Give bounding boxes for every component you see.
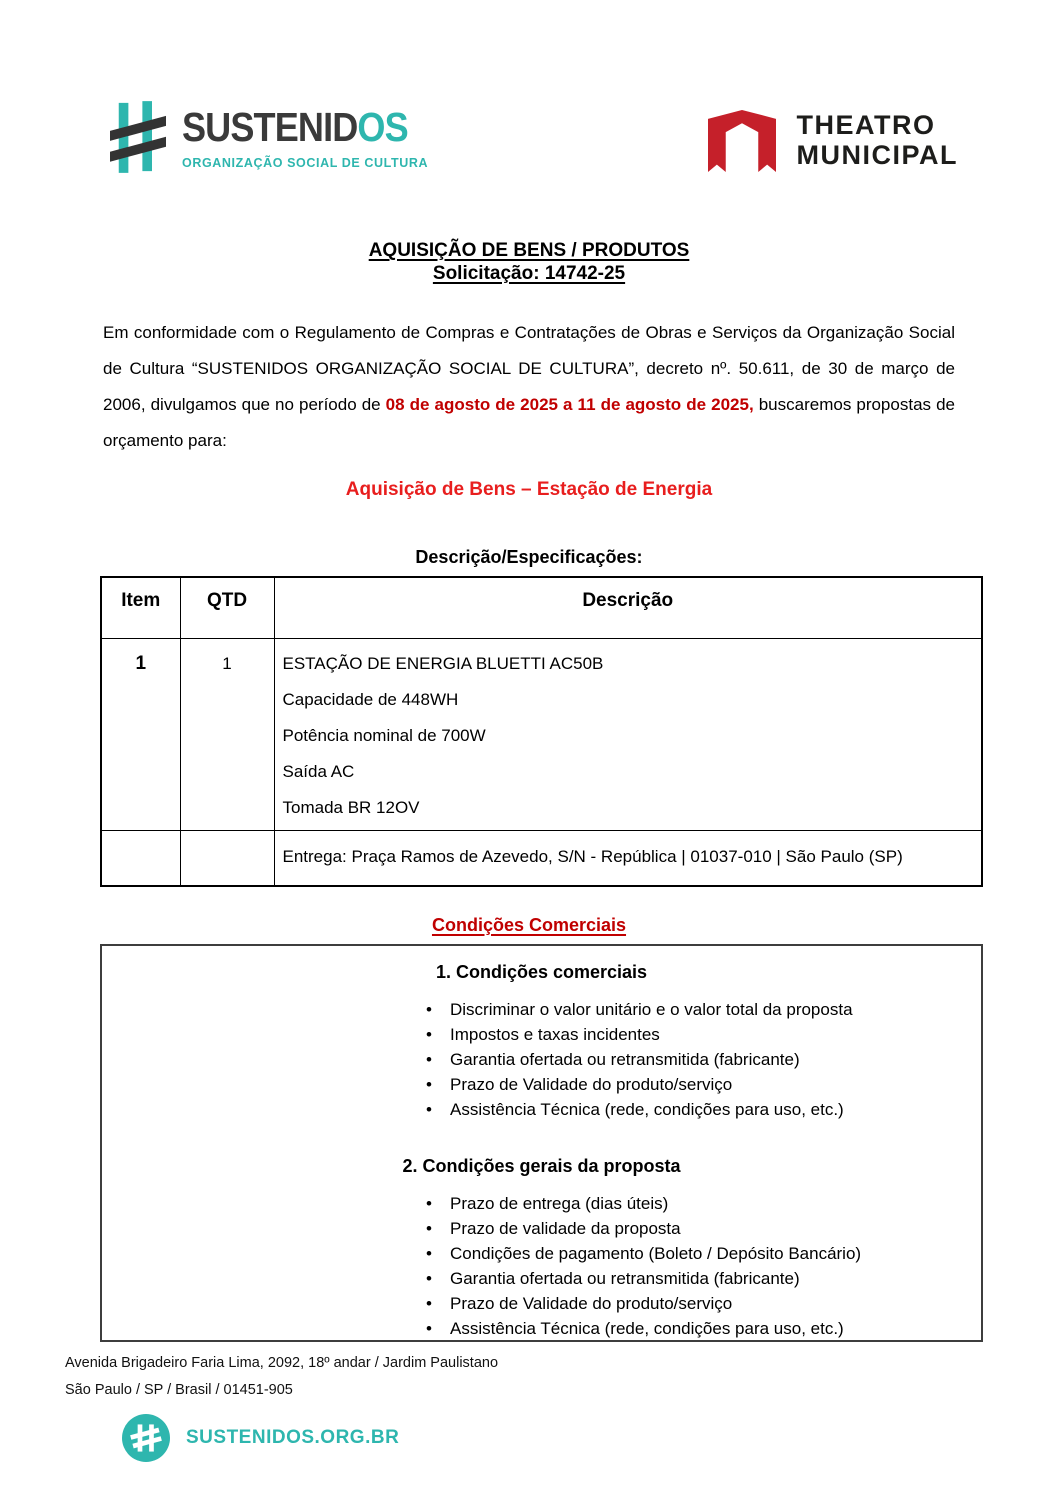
address-line-2: São Paulo / SP / Brasil / 01451-905 <box>65 1382 293 1398</box>
intro-part1: Em conformidade com o Regulamento de Compras e Contratações de Obras e Serviços da Organização Social de Cultura “SUSTENIDOS ORGANIZAÇÃO SOCIAL DE CULTURA”, decreto nº. 50.611, de 30 de março de 2006, divulgamos que no período de <box>103 323 955 414</box>
items-table <box>100 576 983 887</box>
conditions-heading: Condições Comerciais <box>431 915 627 935</box>
list-item: • Prazo de Validade do produto/serviço <box>420 1291 981 1316</box>
description-line: ESTAÇÃO DE ENERGIA BLUETTI AC50B <box>282 654 604 673</box>
address-line-1: Avenida Brigadeiro Faria Lima, 2092, 18º andar / Jardim Paulistano <box>65 1355 499 1371</box>
theatro-wordmark: THEATRO MUNICIPAL <box>796 110 958 170</box>
subject-heading: Aquisição de Bens – Estação de Energia <box>345 479 713 500</box>
delivery-info: Entrega: Praça Ramos de Azevedo, S/N - República | 01037-010 | São Paulo (SP) <box>274 831 982 887</box>
conditions-box <box>100 944 983 1342</box>
theatro-municipal-logo <box>705 107 959 175</box>
item-qtd: 1 <box>180 639 274 831</box>
list-item: • Prazo de Validade do produto/serviço <box>420 1072 981 1097</box>
sustenidos-circle-hash-icon <box>122 1414 170 1462</box>
intro-part2: buscaremos propostas de orçamento para: <box>103 395 955 450</box>
delivery-item-empty <box>101 831 180 887</box>
footer-site-url: SUSTENIDOS.ORG.BR <box>186 1427 400 1448</box>
intro-paragraph <box>103 315 955 459</box>
description-line: Capacidade de 448WH <box>282 690 459 709</box>
list-item: • Condições de pagamento (Boleto / Depósito Bancário) <box>420 1241 981 1266</box>
conditions-section1-title: 1. Condições comerciais <box>435 962 648 982</box>
description-line: Saída AC <box>282 762 355 781</box>
delivery-qtd-empty <box>180 831 274 887</box>
conditions-section2-title: 2. Condições gerais da proposta <box>402 1156 681 1176</box>
col-header-descricao: Descrição <box>274 577 982 639</box>
col-header-item: Item <box>101 577 180 639</box>
sustenidos-name: SUSTENIDOS <box>182 104 408 150</box>
intro-date-range: 08 de agosto de 2025 a 11 de agosto de 2025, <box>385 395 754 414</box>
list-item: • Impostos e taxas incidentes <box>420 1022 981 1047</box>
list-item: • Garantia ofertada ou retransmitida (fabricante) <box>420 1266 981 1291</box>
title-line-1: AQUISIÇÃO DE BENS / PRODUTOS <box>368 240 690 261</box>
description-line: Potência nominal de 700W <box>282 726 486 745</box>
table-row-delivery <box>101 831 982 887</box>
list-item: • Assistência Técnica (rede, condições para uso, etc.) <box>420 1316 981 1341</box>
document-title <box>0 239 1058 285</box>
table-row-item-1 <box>101 639 982 831</box>
conditions-section2-list <box>102 1191 981 1341</box>
theatro-arch-icon <box>705 107 779 175</box>
list-item: • Prazo de validade da proposta <box>420 1216 981 1241</box>
sustenidos-logo <box>110 95 439 179</box>
sustenidos-hash-icon <box>110 95 166 179</box>
title-line-2: Solicitação: 14742-25 <box>432 263 626 284</box>
table-header-row <box>101 577 982 639</box>
footer-logo <box>122 1414 1058 1462</box>
list-item: • Garantia ofertada ou retransmitida (fabricante) <box>420 1047 981 1072</box>
list-item: • Prazo de entrega (dias úteis) <box>420 1191 981 1216</box>
sustenidos-tagline: ORGANIZAÇÃO SOCIAL DE CULTURA <box>182 156 429 170</box>
spec-heading: Descrição/Especificações: <box>415 547 643 567</box>
list-item: • Assistência Técnica (rede, condições para uso, etc.) <box>420 1097 981 1122</box>
list-item: • Discriminar o valor unitário e o valor total da proposta <box>420 997 981 1022</box>
header <box>0 0 1058 179</box>
description-line: Tomada BR 12OV <box>282 798 420 817</box>
conditions-section1-list <box>102 997 981 1122</box>
sustenidos-wordmark <box>182 95 439 170</box>
col-header-qtd: QTD <box>180 577 274 639</box>
footer-address <box>65 1350 1058 1404</box>
item-number: 1 <box>101 639 180 831</box>
item-description <box>274 639 982 831</box>
